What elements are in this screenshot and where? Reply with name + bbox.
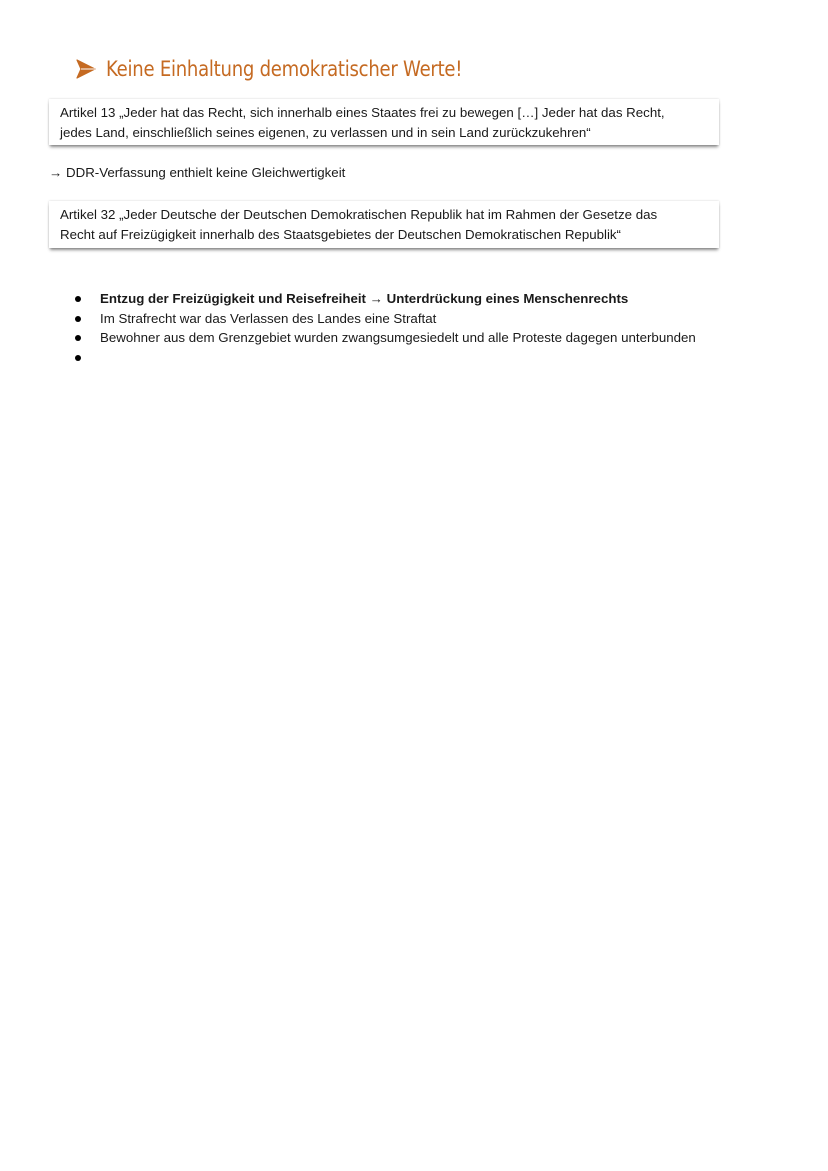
quote-line: Recht auf Freizügigkeit innerhalb des Staatsgebietes der Deutschen Demokratischen Republik“ <box>60 227 621 242</box>
list-item <box>0 328 828 348</box>
quote-line: Artikel 13 „Jeder hat das Recht, sich innerhalb eines Staates frei zu bewegen […] Jeder hat das Recht, <box>60 105 665 120</box>
list-item-text: Im Strafrecht war das Verlassen des Landes eine Straftat <box>100 310 437 326</box>
list-item <box>0 289 828 309</box>
quote-box-article-32 <box>49 201 719 248</box>
list-item-text: Bewohner aus dem Grenzgebiet wurden zwangsumgesiedelt und alle Proteste dagegen unterbunden <box>100 330 696 345</box>
list-item <box>0 309 828 329</box>
bullet-icon <box>75 316 81 322</box>
arrow-right-icon <box>76 58 96 80</box>
quote-line: Artikel 32 „Jeder Deutsche der Deutschen Demokratischen Republik hat im Rahmen der Gesetze das <box>60 207 658 222</box>
quote-line: jedes Land, einschließlich seines eigenen, zu verlassen und in sein Land zurückzukehren“ <box>60 125 591 140</box>
list-item <box>0 348 828 368</box>
bullet-icon <box>75 355 81 361</box>
quote-box-article-13 <box>49 99 719 145</box>
section-heading <box>76 52 520 86</box>
bullet-icon <box>75 296 81 302</box>
bullet-icon <box>75 335 81 341</box>
bullet-list <box>0 289 828 367</box>
heading-title: Keine Einhaltung demokratischer Werte! <box>106 57 463 81</box>
list-item-text: Entzug der Freizügigkeit und Reisefreiheit → Unterdrückung eines Menschenrechts <box>100 291 629 306</box>
note-text: → DDR-Verfassung enthielt keine Gleichwertigkeit <box>49 165 346 180</box>
